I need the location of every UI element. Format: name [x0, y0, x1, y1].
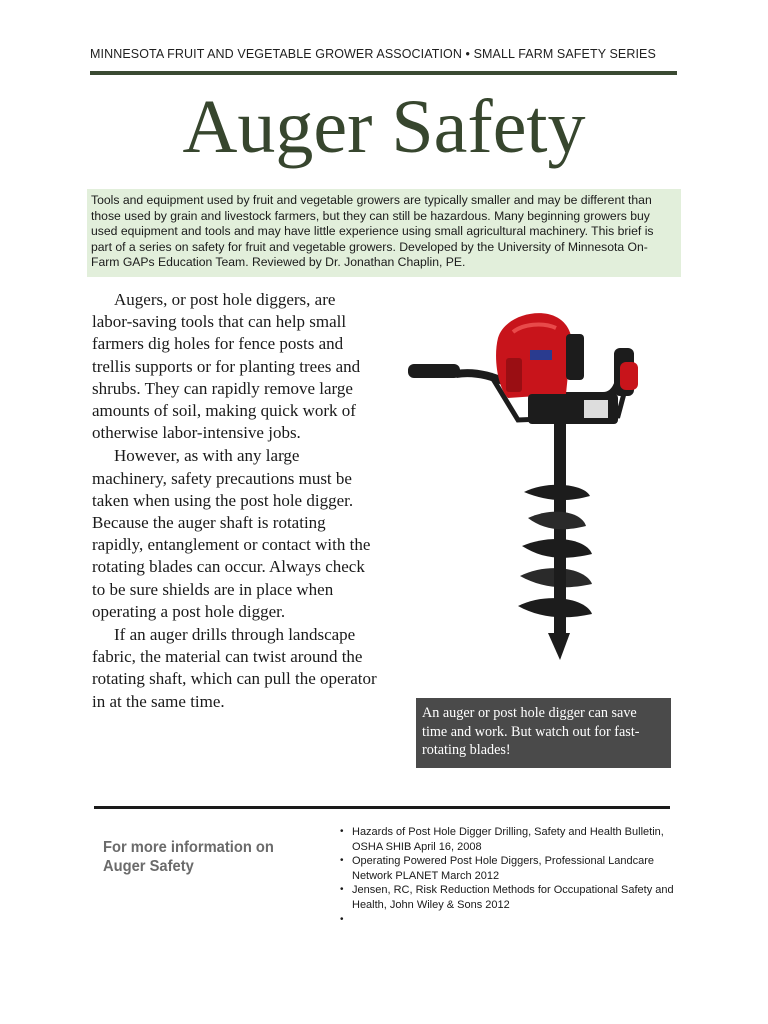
body-paragraph: Augers, or post hole diggers, are labor-saving tools that can help small farmers dig holes for fence posts and trellis supports or for planting trees and shrubs. They can rapidly remove large amounts of soil, making quick work of otherwise labor-intensive jobs. [92, 290, 361, 443]
section-divider [94, 806, 670, 809]
post-hole-digger-icon [398, 298, 680, 663]
article-body [92, 289, 377, 713]
photo-caption: An auger or post hole digger can save time and work. But watch out for fast-rotating blades! [416, 698, 671, 768]
reference-item: • Hazards of Post Hole Digger Drilling, Safety and Health Bulletin, OSHA SHIB April 16, 2008 [338, 825, 690, 854]
references-list [338, 825, 690, 913]
body-paragraph: However, as with any large machinery, safety precautions must be taken when using the post hole digger. Because the auger shaft is rotating rapidly, entanglement or contact with the rotating blades can occur. Always check to be sure shields are in place when operating a post hole digger. [92, 446, 371, 621]
intro-box: Tools and equipment used by fruit and vegetable growers are typically smaller and may be different than those used by grain and livestock farmers, but they can still be hazardous. Many beginning growers buy used equipment and tools and may have little experience using small agricultural machinery. This brief is part of a series on safety for fruit and vegetable growers. Developed by the University of Minnesota On-Farm GAPs Education Team. Reviewed by Dr. Jonathan Chaplin, PE. [87, 189, 681, 277]
post-hole-digger-photo [398, 298, 680, 663]
header-divider [90, 71, 677, 75]
series-header: MINNESOTA FRUIT AND VEGETABLE GROWER ASSOCIATION • SMALL FARM SAFETY SERIES [90, 47, 656, 61]
page-title: Auger Safety [182, 85, 586, 169]
reference-item: • Jensen, RC, Risk Reduction Methods for Occupational Safety and Health, John Wiley & Sons 2012 [338, 883, 690, 912]
reference-item: • Operating Powered Post Hole Diggers, Professional Landcare Network PLANET March 2012 [338, 854, 690, 883]
body-paragraph: If an auger drills through landscape fabric, the material can twist around the rotating shaft, which can pull the operator in at the same time. [92, 625, 377, 711]
more-info-heading: For more information on Auger Safety [103, 839, 274, 875]
